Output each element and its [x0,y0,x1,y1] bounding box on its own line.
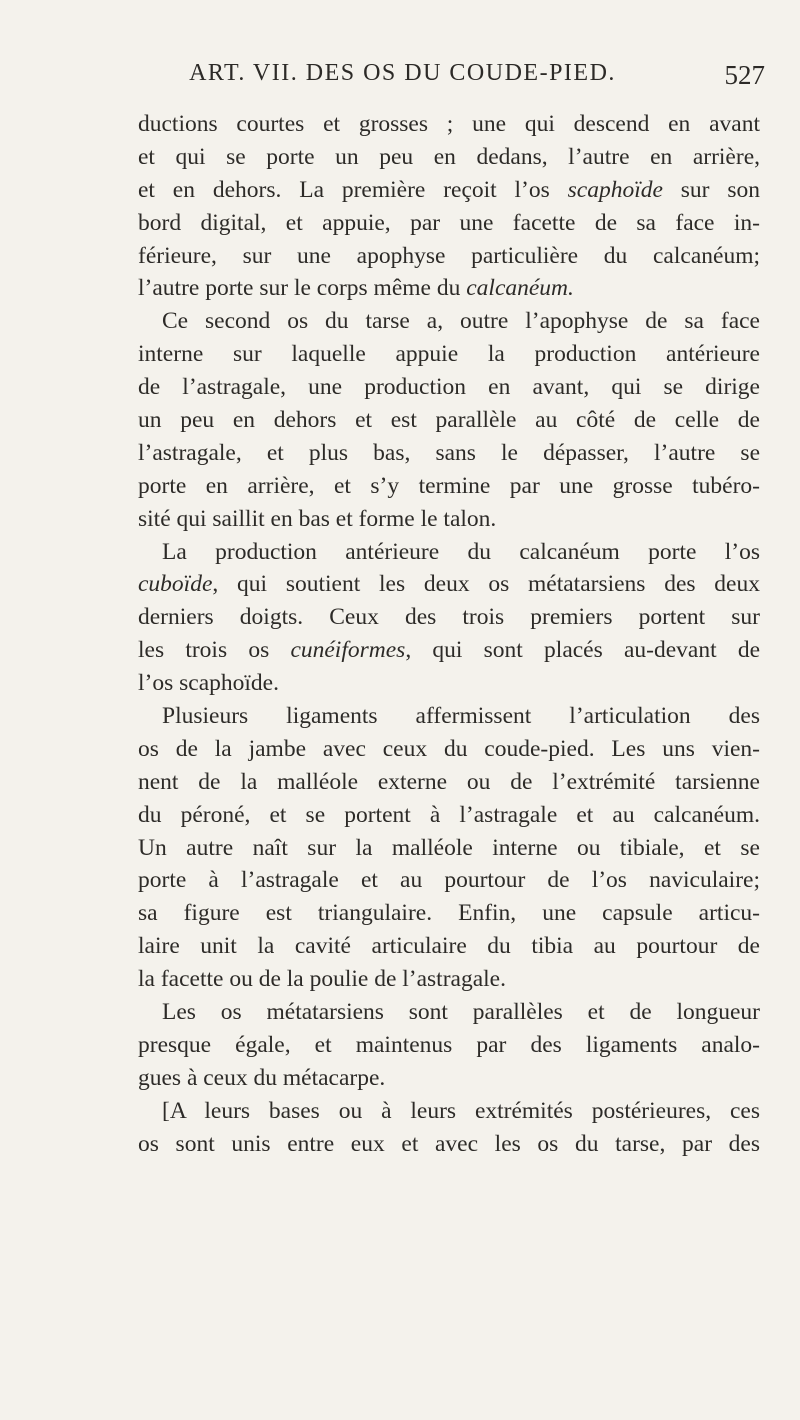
text-segment: presque égale, et maintenus par des ligaments analo- [138,1031,760,1058]
text-segment: les trois os [138,637,291,664]
text-line [138,272,760,305]
text-segment: Les os métatarsiens sont parallèles et de longueur [162,999,760,1026]
italic-term: scaphoïde [567,176,663,203]
text-segment: os de la jambe avec ceux du coude-pied. Les uns vien- [138,735,760,762]
text-segment: l’astragale, et plus bas, sans le dépasser, l’autre se [138,439,760,466]
text-line [138,207,760,240]
text-segment: interne sur laquelle appuie la production antérieure [138,341,760,368]
text-segment: laire unit la cavité articulaire du tibia au pourtour de [138,933,760,960]
text-line [138,404,760,437]
italic-term: cuboïde [138,571,213,598]
text-segment: , qui sont placés au-devant de [405,637,761,664]
running-head [100,60,765,96]
running-title: ART. VII. DES OS DU COUDE-PIED. [189,60,616,86]
text-segment: sa figure est triangulaire. Enfin, une capsule articu- [138,900,760,927]
text-line [138,536,760,569]
text-segment: La production antérieure du calcanéum porte l’os [162,538,760,565]
text-segment: nent de la malléole externe ou de l’extrémité tarsienne [138,768,760,795]
text-line [138,700,760,733]
text-line [138,864,760,897]
text-line [138,963,760,996]
text-segment: bord digital, et appuie, par une facette de sa face in- [138,209,760,236]
text-line [138,240,760,273]
text-segment: porte en arrière, et s’y termine par une grosse tubéro- [138,472,760,499]
text-segment: Un autre naît sur la malléole interne ou tibiale, et se [138,834,760,861]
text-line [138,437,760,470]
text-segment: [A leurs bases ou à leurs extrémités postérieures, ces [162,1097,760,1124]
text-segment: l’os scaphoïde. [138,670,279,697]
text-line [138,1062,760,1095]
text-line [138,832,760,865]
text-line [138,470,760,503]
text-segment: Plusieurs ligaments affermissent l’articulation des [162,703,760,730]
text-segment: férieure, sur une apophyse particulière du calcanéum; [138,242,760,269]
text-line [138,568,760,601]
text-segment: Ce second os du tarse a, outre l’apophyse de sa face [162,308,760,335]
text-line [138,733,760,766]
text-line [138,601,760,634]
text-segment: de l’astragale, une production en avant, qui se dirige [138,374,760,401]
text-line [138,996,760,1029]
italic-term: cunéiformes [290,637,406,664]
text-line [138,141,760,174]
text-segment: et en dehors. La première reçoit l’os [138,176,568,203]
text-line [138,634,760,667]
text-segment: , qui soutient les deux os métatarsiens des deux [212,571,760,598]
text-segment: ductions courtes et grosses ; une qui descend en avant [138,111,760,137]
italic-term: calcanéum. [466,275,574,302]
text-segment: derniers doigts. Ceux des trois premiers portent sur [138,604,760,631]
text-line [138,1029,760,1062]
text-line [138,930,760,963]
text-line [138,799,760,832]
page-number: 527 [724,60,765,90]
body-text [138,108,760,1161]
text-segment: et qui se porte un peu en dedans, l’autre en arrière, [138,143,760,170]
text-segment: du péroné, et se portent à l’astragale et au calcanéum. [138,801,760,828]
text-segment: os sont unis entre eux et avec les os du tarse, par des [138,1130,760,1157]
text-segment: porte à l’astragale et au pourtour de l’os naviculaire; [138,867,760,894]
text-segment: un peu en dehors et est parallèle au côté de celle de [138,407,760,434]
text-segment: gues à ceux du métacarpe. [138,1064,386,1091]
text-line [138,108,760,141]
text-line [138,371,760,404]
text-line [138,766,760,799]
text-line [138,897,760,930]
text-segment: la facette ou de la poulie de l’astragale. [138,966,506,993]
text-segment: sité qui saillit en bas et forme le talon. [138,505,497,532]
text-line [138,503,760,536]
text-line [138,338,760,371]
text-line [138,174,760,207]
text-line [138,1128,760,1161]
text-segment: sur son [662,176,760,203]
text-line [138,305,760,338]
text-segment: l’autre porte sur le corps même du [138,275,467,302]
text-line [138,667,760,700]
text-line [138,1095,760,1128]
